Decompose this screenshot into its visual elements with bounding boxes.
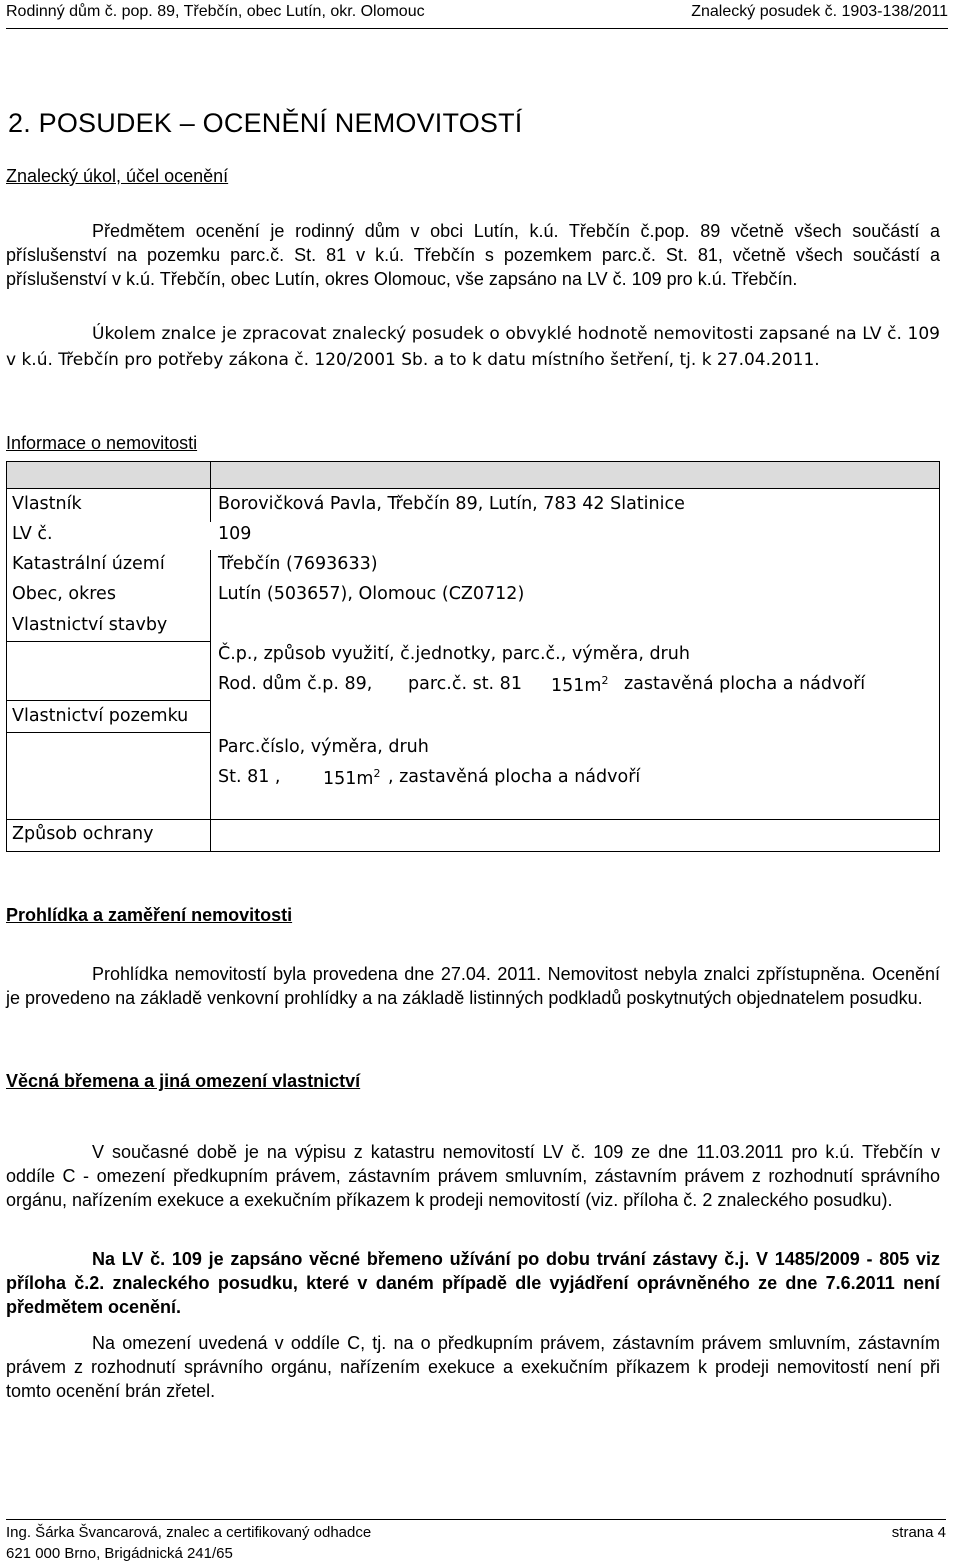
cadastre-value: Třebčín (7693633) (218, 554, 378, 574)
building-label: Vlastnictví stavby (12, 615, 168, 635)
property-info-table (6, 461, 940, 852)
page-header (6, 2, 948, 29)
protection-label: Způsob ochrany (12, 824, 154, 844)
land-row-type: , zastavěná plocha a nádvoří (388, 767, 641, 787)
owner-label: Vlastník (12, 494, 82, 514)
task-paragraph-1: Předmětem ocenění je rodinný dům v obci Lutín, k.ú. Třebčín č.pop. 89 včetně všech součástí a příslušenství na pozemku parc.č. St. 81 v k.ú. Třebčín s pozemkem parc.č. St. 81, včetně všech součástí a příslušenství v k.ú. Třebčín, obec Lutín, okres Olomouc, vše zapsáno na LV č. 109 pro k.ú. Třebčín. (6, 221, 940, 289)
task-paragraph-2: Úkolem znalce je zpracovat znalecký posudek o obvyklé hodnotě nemovitosti zapsané na LV č. 109 v k.ú. Třebčín pro potřeby zákona č. 120/2001 Sb. a to k datu místního šetření, tj. k 27.04.2011. (6, 324, 940, 370)
municipality-label: Obec, okres (12, 584, 116, 604)
footer-address: 621 000 Brno, Brigádnická 241/65 (6, 1545, 233, 1562)
easements-paragraph-1: V současné době je na výpisu z katastru nemovitostí LV č. 109 ze dne 11.03.2011 pro k.ú. Třebčín v oddíle C - omezení předkupním právem, zástavním právem smluvním, zástavním právem z rozhodnutí správního orgánu, nařízením exekuce a exekučním příkazem k prodeji nemovitostí (viz. příloha č. 2 znaleckého posudku). (6, 1142, 940, 1210)
building-header: Č.p., způsob využití, č.jednotky, parc.č., výměra, druh (218, 644, 690, 664)
building-row-a: Rod. dům č.p. 89, (218, 674, 373, 694)
page-title: 2. POSUDEK – OCENĚNÍ NEMOVITOSTÍ (8, 108, 523, 138)
building-row-b: parc.č. st. 81 (408, 674, 522, 694)
land-label: Vlastnictví pozemku (12, 706, 189, 726)
header-right: Znalecký posudek č. 1903-138/2011 (691, 3, 948, 20)
header-left: Rodinný dům č. pop. 89, Třebčín, obec Lutín, okr. Olomouc (6, 3, 425, 20)
land-header: Parc.číslo, výměra, druh (218, 737, 429, 757)
page-footer (6, 1519, 946, 1562)
inspection-paragraph: Prohlídka nemovitostí byla provedena dne 27.04. 2011. Nemovitost nebyla znalci zpřístupněna. Ocenění je provedeno na základě venkovní prohlídky a na základě listinných podkladů poskytnutých objednatelem posudku. (6, 964, 940, 1008)
footer-author: Ing. Šárka Švancarová, znalec a certifikovaný odhadce (6, 1524, 372, 1541)
heading-info: Informace o nemovitosti (6, 433, 198, 453)
easements-paragraph-2: Na LV č. 109 je zapsáno věcné břemeno užívání po dobu trvání zástavy č.j. V 1485/2009 - 805 viz příloha č.2. znaleckého posudku, které v daném případě dle vyjádření oprávněného ze dne 7.6.2011 není předmětem ocenění. (6, 1249, 940, 1317)
land-row-area: $151m^2$ (323, 767, 381, 789)
land-row-a: St. 81 , (218, 767, 281, 787)
table-divider (210, 462, 211, 851)
building-row-type: zastavěná plocha a nádvoří (624, 674, 866, 694)
lv-value: 109 (218, 524, 252, 544)
table-rule (7, 819, 939, 820)
heading-inspection: Prohlídka a zaměření nemovitosti (6, 905, 293, 925)
table-header-bar (7, 462, 939, 489)
footer-page-number: strana 4 (891, 1524, 946, 1541)
owner-value: Borovičková Pavla, Třebčín 89, Lutín, 783 42 Slatinice (218, 494, 685, 514)
heading-easements: Věcná břemena a jiná omezení vlastnictví (6, 1071, 361, 1091)
cadastre-label: Katastrální území (12, 554, 165, 574)
building-row-area: $151m^2$ (551, 674, 609, 696)
easements-paragraph-3: Na omezení uvedená v oddíle C, tj. na o předkupním právem, zástavním právem smluvním, zástavním právem z rozhodnutí správního orgánu, nařízením exekuce a exekučním příkazem k prodeji nemovitostí není při tomto ocenění brán zřetel. (6, 1333, 940, 1401)
municipality-value: Lutín (503657), Olomouc (CZ0712) (218, 584, 525, 604)
heading-task: Znalecký úkol, účel ocenění (6, 166, 229, 186)
lv-label: LV č. (12, 524, 53, 544)
